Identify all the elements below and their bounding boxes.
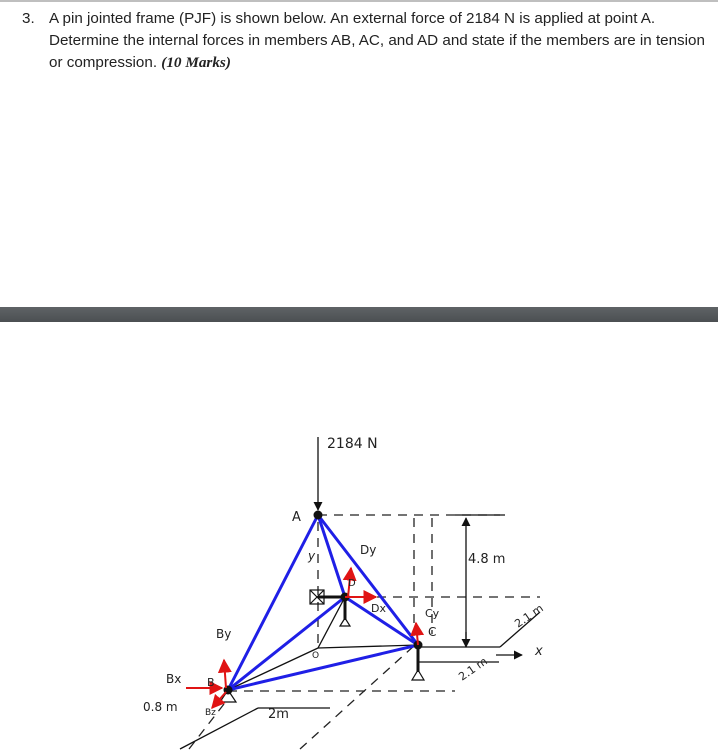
label-By: By (216, 627, 232, 641)
reaction-Bz (212, 692, 226, 708)
member-AC (318, 515, 418, 645)
label-B: B (207, 676, 215, 689)
question-marks: (10 Marks) (161, 54, 231, 71)
label-height: 4.8 m (468, 552, 506, 567)
label-x: x (535, 644, 543, 659)
label-C: C (428, 625, 437, 639)
dim-width-line-left (180, 708, 258, 749)
label-O: O (312, 651, 320, 661)
label-force: 2184 N (327, 436, 378, 452)
label-width: 2m (268, 707, 289, 722)
frame-diagram (0, 322, 718, 751)
label-left: 0.8 m (143, 700, 178, 714)
reaction-By (224, 660, 226, 688)
label-Cy: Cy (425, 607, 440, 620)
label-Dy: Dy (360, 543, 377, 557)
label-D: D (348, 578, 356, 589)
label-Dx: Dx (371, 602, 386, 615)
label-Bx: Bx (166, 672, 182, 686)
question-number: 3. (22, 10, 35, 27)
label-y: y (308, 549, 316, 563)
line-O-D (318, 597, 345, 648)
image-divider-bar (0, 307, 718, 322)
label-bottom-depth: 2.1 m (456, 654, 490, 684)
member-AB (228, 515, 318, 690)
question-statement: A pin jointed frame (PJF) is shown below. An external force of 2184 N is applied at point A. Determine the internal forces in members AB, AC, and AD and state if the members are in tension or compression. (49, 10, 705, 71)
label-A: A (292, 510, 301, 525)
question-body (49, 8, 706, 74)
label-Bz: Bz (205, 708, 216, 718)
joint-A (314, 511, 323, 520)
question-text (22, 8, 706, 74)
frame-figure (0, 322, 718, 751)
page-top-rule (0, 0, 718, 2)
label-right-depth: 2.1 m (512, 601, 546, 631)
member-AD (318, 515, 345, 597)
